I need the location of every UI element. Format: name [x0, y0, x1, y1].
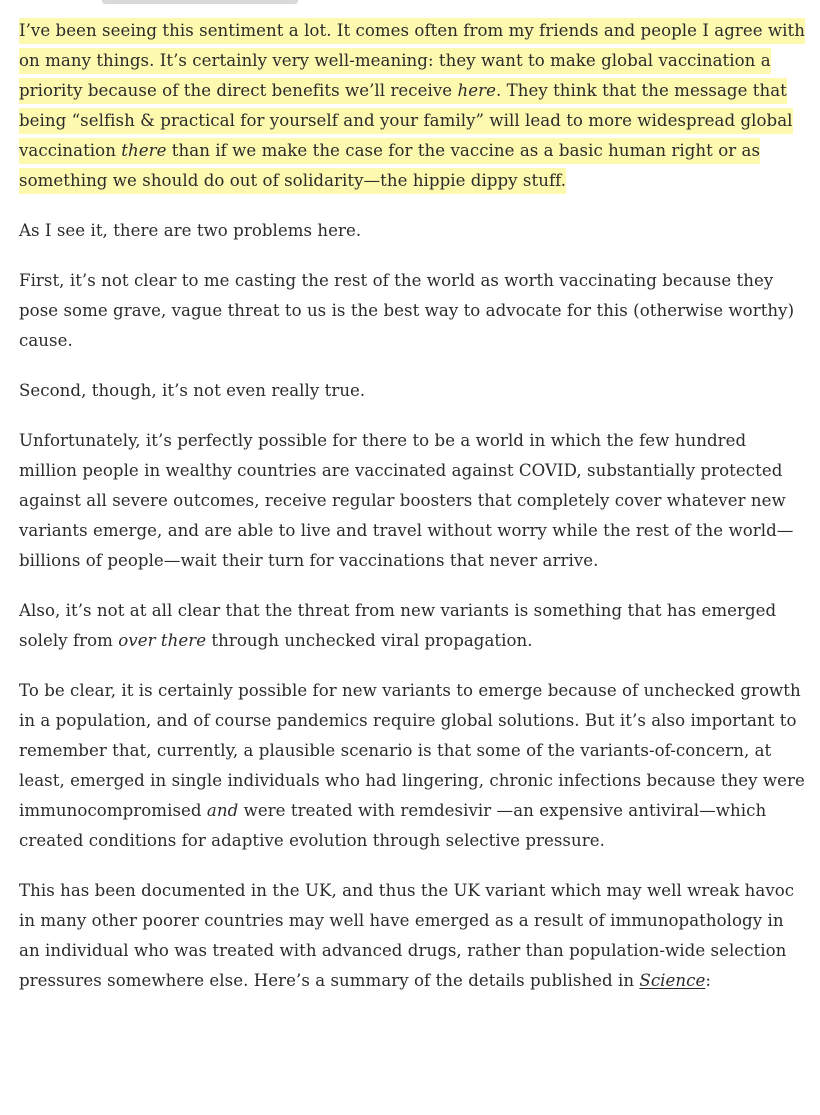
p7-emphasis: and — [206, 801, 239, 820]
paragraph-to-be-clear — [19, 676, 809, 856]
p8-text-1: This has been documented in the UK, and thus the UK variant which may well wreak havoc in many other poorer countries may well have emerged as a result of immunopathology in an individual who was treated with advanced drugs, rather than population-wide selection pressures somewhere else. Here’s a summary of the details published in — [19, 881, 795, 990]
paragraph-also — [19, 596, 809, 656]
paragraph-highlighted — [19, 16, 809, 196]
p1-text-3: than if we make the case for the vaccine as a basic human right or as something we should do out of solidarity—the hippie dippy stuff. — [19, 141, 761, 190]
top-edge-fragment — [102, 0, 298, 4]
p7-text-2: were treated with remdesivir —an expensive antiviral—which created conditions for adaptive evolution through selective pressure. — [19, 801, 767, 850]
p8-text-2: : — [705, 971, 712, 990]
paragraph-second-problem: Second, though, it’s not even really true. — [19, 381, 366, 400]
p1-text-2: . They think that the message that being “selfish & practical for yourself and your family” will lead to more widespread global vaccination — [19, 81, 793, 160]
p7-text-1: To be clear, it is certainly possible for new variants to emerge because of unchecked growth in a population, and of course pandemics require global solutions. But it’s also important to remember that, currently, a plausible scenario is that some of the variants-of-concern, at least, emerged in single individuals who had lingering, chronic infections because they were immunocompromised — [19, 681, 805, 820]
p1-emphasis-there: there — [121, 141, 167, 160]
p6-text-2: through unchecked viral propagation. — [206, 631, 533, 650]
p6-text-1: Also, it’s not at all clear that the threat from new variants is something that has emerged solely from — [19, 601, 777, 650]
p1-text-1: I’ve been seeing this sentiment a lot. It comes often from my friends and people I agree with on many things. It’s certainly very well-meaning: they want to make global vaccination a priority because of the direct benefits we’ll receive — [19, 21, 805, 100]
paragraph-unfortunately: Unfortunately, it’s perfectly possible for there to be a world in which the few hundred million people in wealthy countries are vaccinated against COVID, substantially protected against all severe outcomes, receive regular boosters that completely cover whatever new variants emerge, and are able to live and travel without worry while the rest of the world—billions of people—wait their turn for vaccinations that never arrive. — [19, 431, 794, 570]
highlight — [19, 18, 805, 194]
p6-emphasis: over there — [118, 631, 207, 650]
paragraph-first-problem: First, it’s not clear to me casting the rest of the world as worth vaccinating because they pose some grave, vague threat to us is the best way to advocate for this (otherwise worthy) cause. — [19, 271, 795, 350]
science-link[interactable]: Science — [639, 971, 706, 990]
p1-emphasis-here: here — [457, 81, 496, 100]
paragraph-two-problems: As I see it, there are two problems here. — [19, 221, 362, 240]
article-body — [19, 16, 809, 1016]
paragraph-uk-documented — [19, 876, 809, 996]
